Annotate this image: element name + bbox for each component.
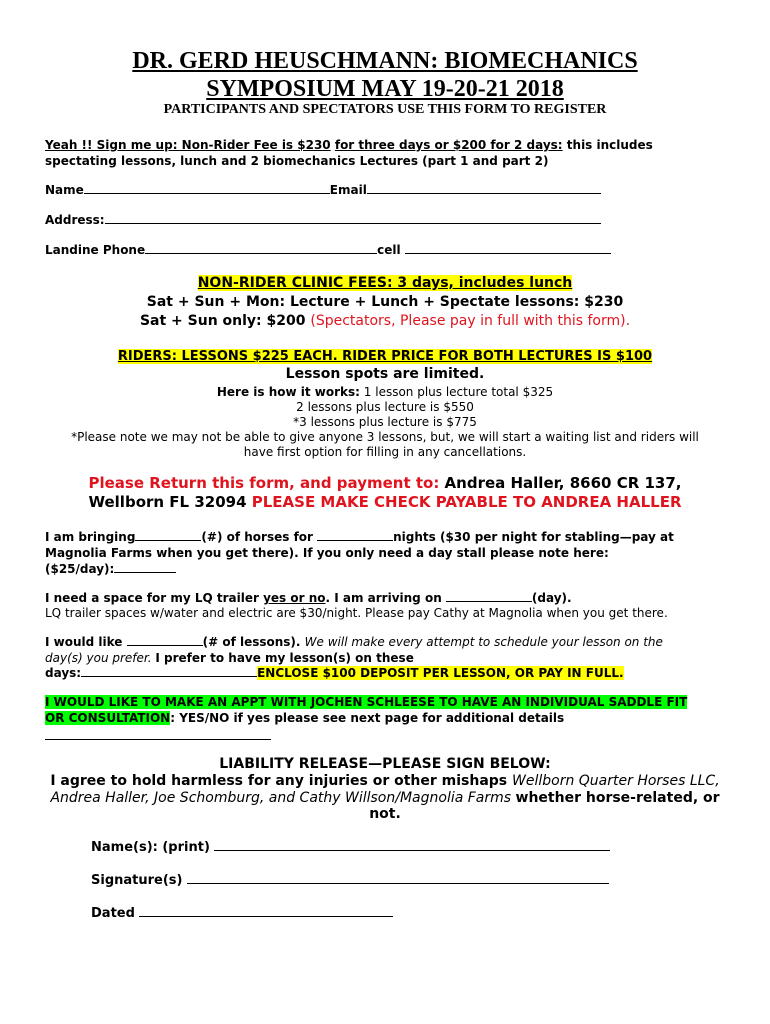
nights-field[interactable] (317, 529, 393, 541)
lessons-prefer-label: I prefer to have my lesson(s) on these (155, 651, 414, 665)
print-name-field[interactable] (214, 839, 610, 851)
return-line-1 (0, 474, 770, 492)
liability-parties: Andrea Haller, Joe Schomburg, and Cathy Willson/Magnolia Farms (50, 790, 516, 806)
trailer-line-2: LQ trailer spaces w/water and electric are $30/night. Please pay Cathy at Magnolia when you get there. (45, 606, 668, 620)
saddle-consultation: OR CONSULTATION (45, 711, 171, 725)
landline-label: Landine Phone (45, 243, 146, 257)
trailer-line-1 (45, 590, 572, 606)
return-line-2 (0, 493, 770, 511)
arrival-day-field[interactable] (446, 590, 532, 602)
liability-line-2 (0, 790, 770, 806)
lessons-prefer-note: day(s) you prefer. (45, 651, 156, 665)
arrival-day-suffix: (day). (531, 591, 572, 605)
lesson-days-label: days: (45, 666, 82, 680)
email-label: Email (329, 183, 367, 197)
email-field[interactable] (367, 182, 601, 194)
horses-count-field[interactable] (135, 529, 201, 541)
riders-heading: RIDERS: LESSONS $225 EACH. RIDER PRICE FOR BOTH LECTURES IS $100 (117, 349, 653, 364)
address-row (45, 212, 601, 228)
address-field[interactable] (105, 212, 601, 224)
riders-note-1: *Please note we may not be able to give anyone 3 lessons, but, we will start a waiting list and riders will (71, 430, 699, 444)
riders-how-3: *3 lessons plus lecture is $775 (293, 415, 477, 429)
riders-heading-row (0, 349, 770, 364)
return-address-2: Wellborn FL 32094 (88, 493, 252, 511)
arriving-label: . I am arriving on (325, 591, 446, 605)
riders-how-2: 2 lessons plus lecture is $550 (296, 400, 474, 414)
lessons-line-3 (45, 665, 624, 681)
signup-mid: for three days or $200 for 2 days: (334, 138, 563, 152)
signup-line-1 (45, 137, 653, 153)
saddle-line-2 (45, 710, 564, 726)
nonrider-spectator-note: (Spectators, Please pay in full with this form). (310, 313, 631, 329)
lessons-schedule-note: We will make every attempt to schedule your lesson on the (304, 635, 663, 649)
lessons-line-2 (45, 650, 414, 666)
day-stall-field[interactable] (114, 561, 176, 573)
saddle-line-1 (45, 694, 687, 710)
name-label: Name (45, 183, 84, 197)
saddle-answer-field[interactable] (45, 738, 271, 740)
lessons-count-label: (# of lessons). (202, 635, 305, 649)
date-field[interactable] (139, 905, 393, 917)
horses-line-1 (45, 529, 674, 545)
saddle-request: I WOULD LIKE TO MAKE AN APPT WITH JOCHEN SCHLEESE TO HAVE AN INDIVIDUAL SADDLE FIT (45, 695, 688, 709)
signature-row (91, 872, 609, 889)
riders-spots: Lesson spots are limited. (285, 366, 485, 382)
signup-line-2: spectating lessons, lunch and 2 biomechanics Lectures (part 1 and part 2) (45, 154, 549, 168)
liability-scope: whether horse-related, or (515, 790, 720, 806)
deposit-note: ENCLOSE $100 DEPOSIT PER LESSON, OR PAY IN FULL. (257, 666, 624, 680)
signup-prefix: Yeah !! Sign me up: Non-Rider Fee is $230 (45, 138, 331, 152)
nights-label: nights ($30 per night for stabling—pay at (393, 530, 674, 544)
landline-field[interactable] (145, 242, 377, 254)
liability-party-1: Wellborn Quarter Horses LLC, (512, 773, 720, 789)
nonrider-two-day: Sat + Sun only: $200 (139, 313, 311, 329)
trailer-label: I need a space for my LQ trailer (45, 591, 264, 605)
cell-label: cell (377, 243, 405, 257)
liability-hold-harmless: I agree to hold harmless for any injuries or other mishaps (50, 773, 513, 789)
day-stall-label: ($25/day): (45, 562, 115, 576)
signature-label: Signature(s) (91, 873, 187, 888)
name-field[interactable] (84, 182, 330, 194)
nonrider-line-1: Sat + Sun + Mon: Lecture + Lunch + Spectate lessons: $230 (146, 294, 624, 310)
horses-line-3 (45, 561, 176, 577)
lessons-label: I would like (45, 635, 127, 649)
liability-line-3: not. (369, 806, 401, 822)
signature-field[interactable] (187, 872, 609, 884)
lessons-line-1 (45, 634, 663, 650)
address-label: Address: (45, 213, 105, 227)
title-line-1: DR. GERD HEUSCHMANN: BIOMECHANICS (132, 48, 638, 74)
riders-how-row (0, 385, 770, 399)
date-row (91, 905, 393, 922)
liability-heading: LIABILITY RELEASE—PLEASE SIGN BELOW: (219, 756, 551, 772)
signup-suffix: this includes (562, 138, 653, 152)
lessons-count-field[interactable] (127, 634, 203, 646)
print-name-row (91, 839, 610, 856)
horses-line-2: Magnolia Farms when you get there). If you only need a day stall please note here: (45, 546, 609, 560)
nonrider-line-2 (0, 313, 770, 329)
liability-line-1 (0, 773, 770, 789)
return-payable: PLEASE MAKE CHECK PAYABLE TO ANDREA HALLER (251, 493, 682, 511)
name-email-row (45, 182, 601, 198)
nonrider-heading: NON-RIDER CLINIC FEES: 3 days, includes lunch (197, 275, 573, 291)
riders-how-label: Here is how it works: (216, 385, 360, 399)
saddle-yes-no[interactable]: : YES/NO if yes please see next page for additional details (170, 711, 565, 725)
print-name-label: Name(s): (print) (91, 840, 215, 855)
cell-field[interactable] (405, 242, 611, 254)
lesson-days-field[interactable] (81, 665, 257, 677)
riders-how-1: 1 lesson plus lecture total $325 (359, 385, 554, 399)
trailer-yes-no[interactable]: yes or no (263, 591, 326, 605)
date-label: Dated (91, 906, 140, 921)
title-line-2: SYMPOSIUM MAY 19-20-21 2018 (206, 76, 564, 102)
horses-label: I am bringing (45, 530, 136, 544)
riders-note-2: have first option for filling in any cancellations. (243, 445, 527, 459)
horses-for-label: (#) of horses for (201, 530, 318, 544)
return-instruction: Please Return this form, and payment to: (88, 474, 445, 492)
subtitle: PARTICIPANTS AND SPECTATORS USE THIS FORM TO REGISTER (163, 102, 607, 117)
return-address-1: Andrea Haller, 8660 CR 137, (444, 474, 682, 492)
phone-row (45, 242, 611, 258)
nonrider-heading-row (0, 275, 770, 291)
